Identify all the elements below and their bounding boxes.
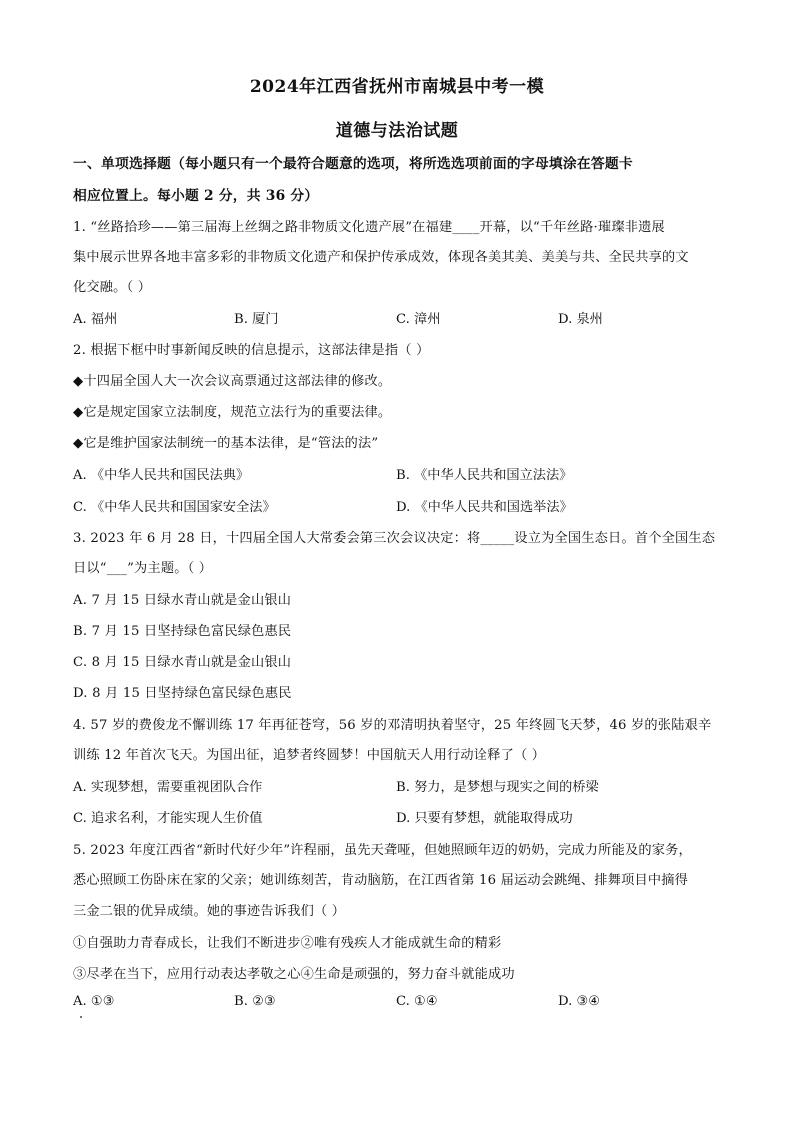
q2-stem: 2. 根据下框中时事新闻反映的信息提示，这部法律是指（ ） — [73, 343, 430, 358]
q3-option-a: A. 7 月 15 日绿水青山就是金山银山 — [73, 593, 292, 608]
q1-option-c: C. 漳州 — [396, 312, 441, 327]
q1-option-a: A. 福州 — [73, 312, 118, 327]
q1-stem-line3: 化交融。（ ） — [73, 280, 152, 295]
q3-stem-line1: 3. 2023 年 6 月 28 日，十四届全国人大常委会第三次会议决定：将_____设立为全国生态日。首个全国生态 — [73, 531, 716, 546]
q2-option-a: A. 《中华人民共和国民法典》 — [73, 468, 250, 483]
q4-stem-line1: 4. 57 岁的费俊龙不懈训练 17 年再征苍穹，56 岁的邓清明执着坚守，25 年终圆飞天梦，46 岁的张陆艰辛 — [73, 718, 712, 733]
q5-option-d: D. ③④ — [558, 994, 601, 1009]
q3-option-d: D. 8 月 15 日坚持绿色富民绿色惠民 — [73, 686, 292, 701]
q5-option-c: C. ①④ — [396, 994, 438, 1009]
q1-option-d: D. 泉州 — [558, 312, 603, 327]
q5-statements-1: ①自强助力青春成长，让我们不断进步②唯有残疾人才能成就生命的精彩 — [73, 936, 502, 951]
exam-subtitle: 道德与法治试题 — [335, 121, 459, 141]
q5-statements-2: ③尽孝在当下，应用行动表达孝敬之心④生命是顽强的，努力奋斗就能成功 — [73, 967, 515, 982]
q2-bullet-3: ◆它是维护国家法制统一的基本法律，是“管法的法” — [73, 436, 379, 451]
q3-stem-line2: 日以“___”为主题。（ ） — [73, 561, 213, 576]
q2-option-c: C. 《中华人民共和国国家安全法》 — [73, 500, 276, 515]
q2-option-b: B. 《中华人民共和国立法法》 — [396, 468, 573, 483]
q5-stem-line1: 5. 2023 年度江西省“新时代好少年”许程丽，虽先天聋哑，但她照顾年迈的奶奶，完成力所能及的家务， — [73, 843, 692, 858]
q4-option-a: A. 实现梦想，需要重视团队合作 — [73, 780, 263, 795]
section-heading-line2: 相应位置上。每小题 2 分，共 36 分） — [73, 188, 319, 204]
q2-option-d: D. 《中华人民共和国选举法》 — [396, 500, 573, 515]
scan-dot — [80, 1016, 82, 1018]
section-heading-line1: 一、单项选择题（每小题只有一个最符合题意的选项，将所选选项前面的字母填涂在答题卡 — [73, 156, 633, 172]
q5-option-b: B. ②③ — [234, 994, 276, 1009]
q1-option-b: B. 厦门 — [234, 312, 279, 327]
q5-stem-line2: 悉心照顾工伤卧床在家的父亲；她训练刻苦，肯动脑筋，在江西省第 16 届运动会跳绳、排舞项目中摘得 — [73, 873, 689, 888]
exam-title: 2024年江西省抚州市南城县中考一模 — [249, 77, 545, 97]
q1-stem-line2: 集中展示世界各地丰富多彩的非物质文化遗产和保护传承成效，体现各美其美、美美与共、全民共享的文 — [73, 250, 689, 265]
q5-stem-line3: 三金二银的优异成绩。她的事迹告诉我们（ ） — [73, 904, 346, 919]
q3-option-c: C. 8 月 15 日绿水青山就是金山银山 — [73, 655, 292, 670]
q4-stem-line2: 训练 12 年首次飞天。为国出征，追梦者终圆梦！中国航天人用行动诠释了（ ） — [73, 748, 546, 763]
q4-option-d: D. 只要有梦想，就能取得成功 — [396, 811, 573, 826]
q4-option-c: C. 追求名利，才能实现人生价值 — [73, 811, 263, 826]
q5-option-a: A. ①③ — [73, 994, 115, 1009]
q1-stem-line1: 1. “丝路拾珍——第三届海上丝绸之路非物质文化遗产展”在福建____开幕，以“千年丝路·璀璨非遗展 — [73, 220, 665, 235]
q4-option-b: B. 努力，是梦想与现实之间的桥梁 — [396, 780, 599, 795]
q2-bullet-1: ◆十四届全国人大一次会议高票通过这部法律的修改。 — [73, 374, 392, 389]
q3-option-b: B. 7 月 15 日坚持绿色富民绿色惠民 — [73, 624, 292, 639]
q2-bullet-2: ◆它是规定国家立法制度，规范立法行为的重要法律。 — [73, 405, 392, 420]
